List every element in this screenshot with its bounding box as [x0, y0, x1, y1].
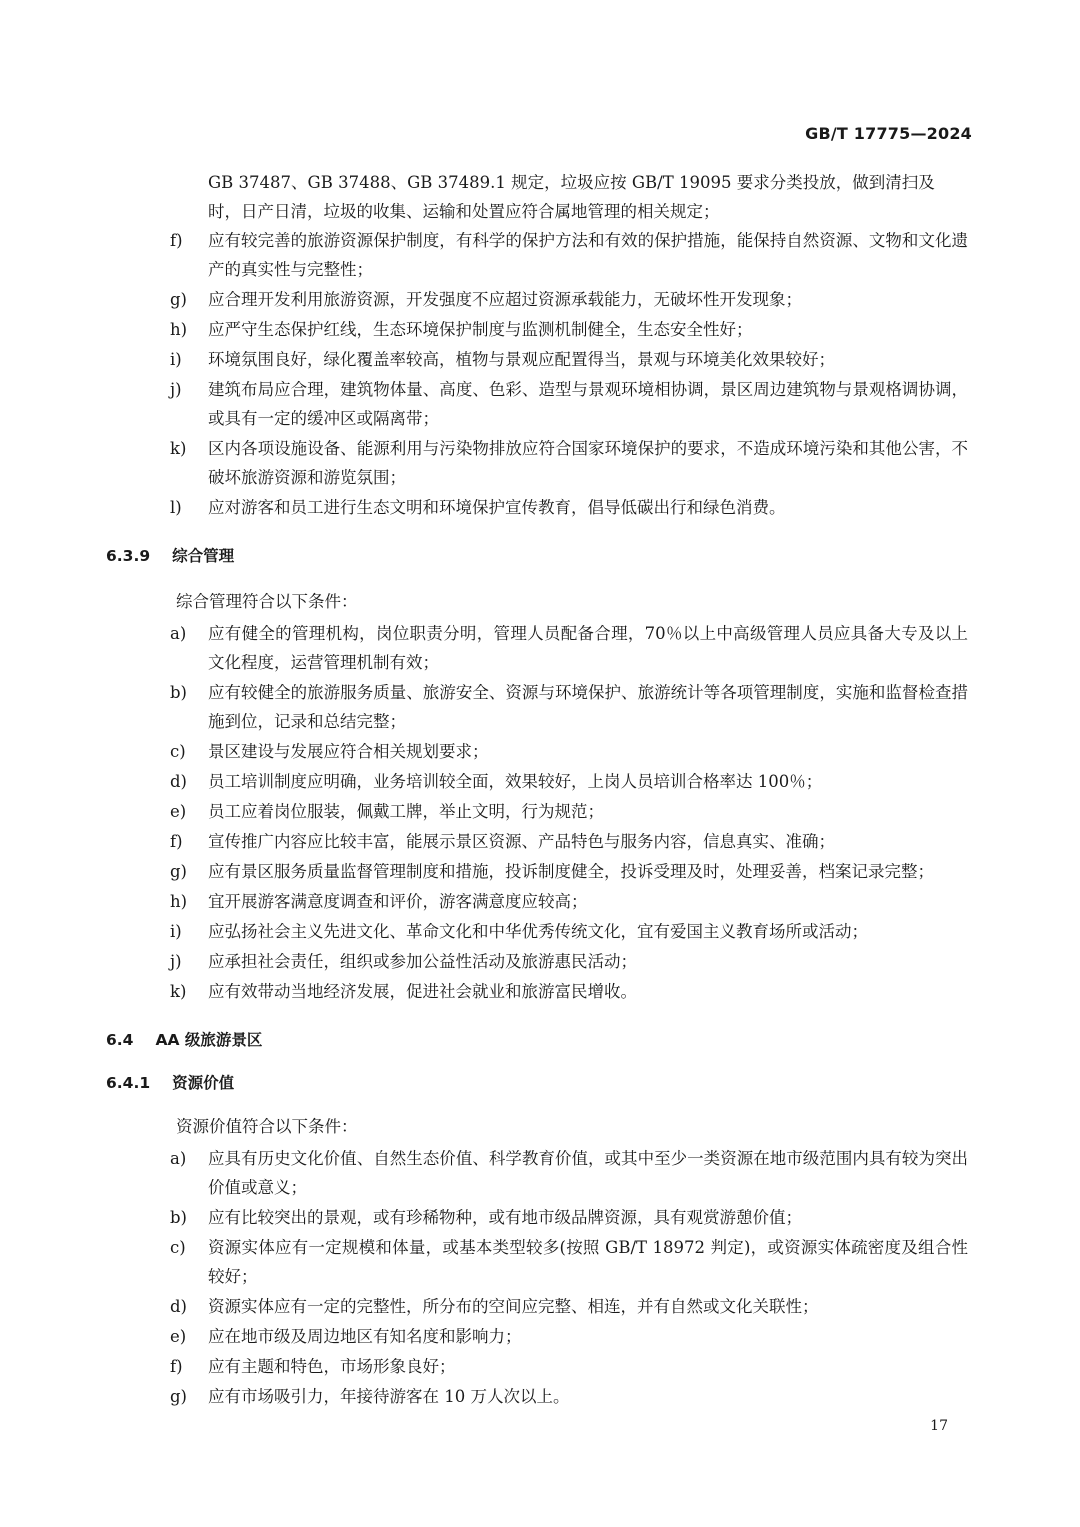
list-item	[168, 767, 968, 796]
list-item	[168, 678, 968, 736]
list-item	[168, 857, 968, 886]
item-marker: d)	[170, 1297, 187, 1316]
item-text: 应在地市级及周边地区有知名度和影响力；	[208, 1327, 522, 1346]
item-marker: f)	[170, 231, 183, 250]
item-text: 应有效带动当地经济发展，促进社会就业和旅游富民增收。	[208, 982, 637, 1001]
item-marker: j)	[170, 952, 182, 971]
section-title: 综合管理	[172, 547, 235, 565]
section-number: 6.3.9	[106, 547, 151, 565]
item-text: 应有较完善的旅游资源保护制度，有科学的保护方法和有效的保护措施，能保持自然资源、文物和文化遗产的真实性与完整性；	[208, 231, 968, 279]
item-marker: c)	[170, 742, 186, 761]
item-text: 宣传推广内容应比较丰富，能展示景区资源、产品特色与服务内容，信息真实、准确；	[208, 832, 835, 851]
list-item	[168, 1203, 968, 1232]
list-item	[168, 1144, 968, 1202]
item-marker: d)	[170, 772, 187, 791]
item-text: 建筑布局应合理，建筑物体量、高度、色彩、造型与景观环境相协调，景区周边建筑物与景观格调协调，或具有一定的缓冲区或隔离带；	[208, 380, 968, 428]
item-marker: e)	[170, 1327, 187, 1346]
item-text: 应严守生态保护红线，生态环境保护制度与监测机制健全，生态安全性好；	[208, 320, 753, 339]
list-item	[168, 285, 968, 314]
item-text: 环境氛围良好，绿化覆盖率较高，植物与景观应配置得当，景观与环境美化效果较好；	[208, 350, 835, 369]
item-text: 景区建设与发展应符合相关规划要求；	[208, 742, 489, 761]
item-text: 资源实体应有一定的完整性，所分布的空间应完整、相连，并有自然或文化关联性；	[208, 1297, 819, 1316]
item-marker: b)	[170, 683, 187, 702]
list-item	[168, 493, 968, 522]
item-text: 应具有历史文化价值、自然生态价值、科学教育价值，或其中至少一类资源在地市级范围内具有较为突出价值或意义；	[208, 1149, 968, 1197]
list-item	[168, 977, 968, 1006]
list-item	[168, 434, 968, 492]
page-number: 17	[930, 1418, 948, 1434]
list-item	[168, 947, 968, 976]
item-marker: h)	[170, 892, 188, 911]
list-item	[168, 887, 968, 916]
section-intro: 综合管理符合以下条件：	[176, 592, 358, 611]
item-marker: g)	[170, 1387, 187, 1406]
list-item	[168, 737, 968, 766]
item-text: 应有较健全的旅游服务质量、旅游安全、资源与环境保护、旅游统计等各项管理制度，实施和监督检查措施到位，记录和总结完整；	[208, 683, 968, 731]
item-text: 应承担社会责任，组织或参加公益性活动及旅游惠民活动；	[208, 952, 637, 971]
section-heading-6-4	[106, 1026, 968, 1055]
list-item	[168, 1233, 968, 1291]
section-title: AA 级旅游景区	[155, 1031, 263, 1049]
item-text: 宜开展游客满意度调查和评价，游客满意度应较高；	[208, 892, 588, 911]
list-resource-value	[168, 1144, 968, 1411]
item-marker: f)	[170, 832, 183, 851]
section-intro: 资源价值符合以下条件：	[176, 1117, 358, 1136]
item-text: 应有市场吸引力，年接待游客在 10 万人次以上。	[208, 1387, 570, 1406]
list-item	[168, 797, 968, 826]
list-item	[168, 345, 968, 374]
item-text: 应对游客和员工进行生态文明和环境保护宣传教育，倡导低碳出行和绿色消费。	[208, 498, 786, 517]
item-marker: g)	[170, 290, 187, 309]
continuation-line: GB 37487、GB 37488、GB 37489.1 规定，垃圾应按 GB/T 19095 要求分类投放，做到清扫及	[208, 173, 935, 192]
item-text: 资源实体应有一定规模和体量，或基本类型较多(按照 GB/T 18972 判定)，或资源实体疏密度及组合性较好；	[208, 1238, 968, 1286]
section-number: 6.4.1	[106, 1074, 151, 1092]
item-marker: k)	[170, 439, 187, 458]
list-item	[168, 315, 968, 344]
list-item	[168, 1322, 968, 1351]
item-text: 应有比较突出的景观，或有珍稀物种，或有地市级品牌资源，具有观赏游憩价值；	[208, 1208, 802, 1227]
item-marker: a)	[170, 624, 187, 643]
item-marker: l)	[170, 498, 182, 517]
list-item	[168, 226, 968, 284]
item-marker: b)	[170, 1208, 187, 1227]
list-environment	[168, 226, 968, 522]
list-item	[168, 917, 968, 946]
item-text: 应有景区服务质量监督管理制度和措施，投诉制度健全，投诉受理及时，处理妥善，档案记录完整；	[208, 862, 934, 881]
item-marker: e)	[170, 802, 187, 821]
list-item	[168, 1382, 968, 1411]
standard-number-header: GB/T 17775—2024	[805, 124, 972, 143]
list-item	[168, 1292, 968, 1321]
item-marker: h)	[170, 320, 188, 339]
section-heading-6-4-1	[106, 1069, 968, 1098]
item-text: 应弘扬社会主义先进文化、革命文化和中华优秀传统文化，宜有爱国主义教育场所或活动；	[208, 922, 868, 941]
item-marker: i)	[170, 350, 182, 369]
item-text: 员工应着岗位服装，佩戴工牌，举止文明，行为规范；	[208, 802, 604, 821]
item-marker: c)	[170, 1238, 186, 1257]
list-item	[168, 827, 968, 856]
section-title: 资源价值	[172, 1074, 235, 1092]
list-management	[168, 619, 968, 1006]
item-text: 员工培训制度应明确，业务培训较全面，效果较好，上岗人员培训合格率达 100％；	[208, 772, 823, 791]
item-text: 应有健全的管理机构，岗位职责分明，管理人员配备合理，70％以上中高级管理人员应具备大专及以上文化程度，运营管理机制有效；	[208, 624, 968, 672]
item-marker: g)	[170, 862, 187, 881]
item-marker: i)	[170, 922, 182, 941]
item-text: 区内各项设施设备、能源利用与污染物排放应符合国家环境保护的要求，不造成环境污染和其他公害，不破坏旅游资源和游览氛围；	[208, 439, 968, 487]
continuation-line: 时，日产日清，垃圾的收集、运输和处置应符合属地管理的相关规定；	[208, 202, 720, 221]
list-item	[168, 375, 968, 433]
item-marker: j)	[170, 380, 182, 399]
item-text: 应有主题和特色，市场形象良好；	[208, 1357, 456, 1376]
page-content	[106, 168, 968, 1412]
list-item	[168, 619, 968, 677]
item-text: 应合理开发利用旅游资源，开发强度不应超过资源承载能力，无破坏性开发现象；	[208, 290, 802, 309]
item-marker: a)	[170, 1149, 187, 1168]
section-number: 6.4	[106, 1031, 134, 1049]
item-marker: k)	[170, 982, 187, 1001]
list-item	[168, 1352, 968, 1381]
section-heading-6-3-9	[106, 542, 968, 571]
item-marker: f)	[170, 1357, 183, 1376]
